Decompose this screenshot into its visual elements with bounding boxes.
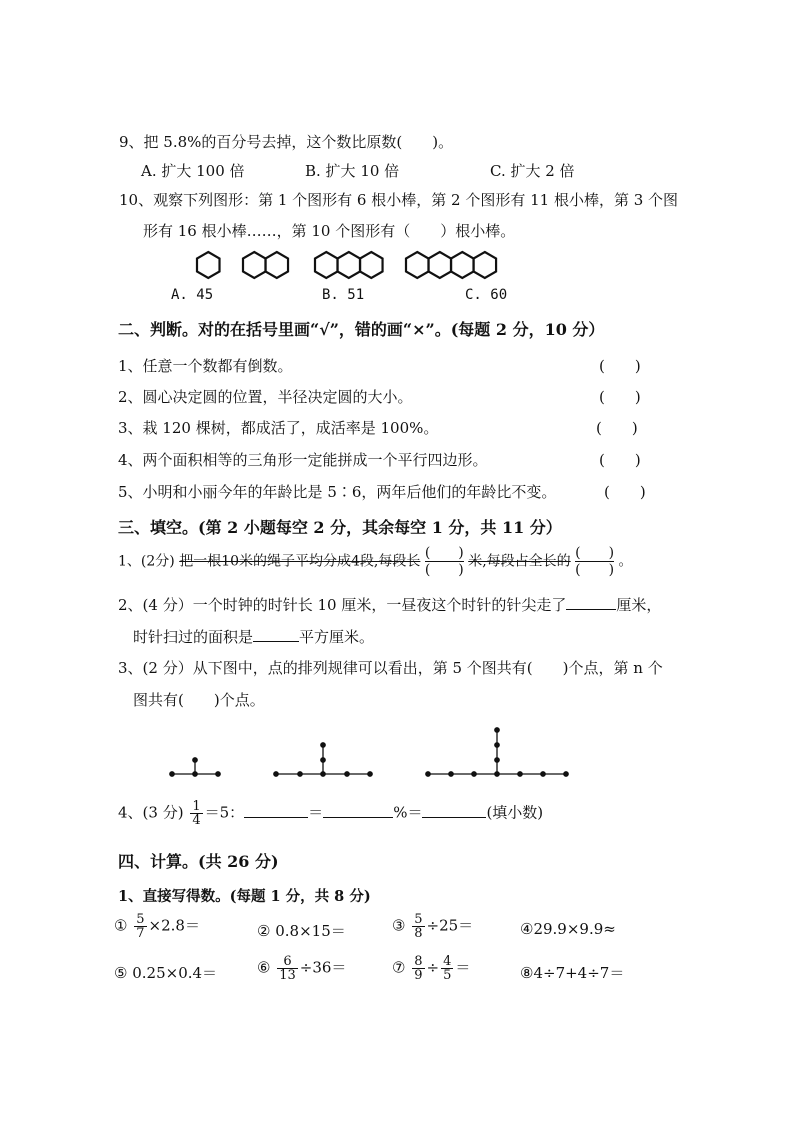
fill-q1-prefix: 1、(2分) [118, 553, 175, 570]
question-10-line-1: 10、观察下列图形：第 1 个图形有 6 根小棒，第 2 个图形有 11 根小棒，第 3 个图 [119, 191, 679, 209]
calc-expression: ÷25＝ [426, 916, 474, 935]
fraction-one-quarter [190, 800, 202, 827]
fraction [441, 955, 453, 982]
calc-expression: 0.8×15＝ [270, 922, 346, 940]
dot [495, 743, 499, 747]
question-9-option-a: A. 扩大 100 倍 [141, 162, 245, 180]
calc-expression: ＝ [455, 958, 471, 977]
dot [564, 772, 568, 776]
item-number: ① [114, 916, 128, 935]
fill-q1-blank-fraction-den: ( ) [575, 562, 615, 578]
fill-q4-eq3: %＝ [393, 803, 423, 822]
fraction-denominator: 5 [443, 968, 452, 983]
question-9-option-c: C. 扩大 2 倍 [490, 162, 575, 180]
dot [518, 772, 522, 776]
dot [170, 772, 174, 776]
dot [541, 772, 545, 776]
item-number: ② [257, 922, 271, 940]
judge-item-5: 5、小明和小丽今年的年龄比是 5∶6，两年后他们的年龄比不变。 [118, 483, 557, 501]
fill-q1-blank-fraction-num: ( ) [575, 545, 615, 561]
judge-item-2: 2、圆心决定圆的位置，半径决定圆的大小。 [118, 388, 413, 406]
question-10-option-b: B. 51 [322, 287, 365, 303]
question-9-stem: 9、把 5.8%的百分号去掉，这个数比原数( )。 [119, 133, 454, 151]
question-10-line-2: 形有 16 根小棒……，第 10 个图形有（ ）根小棒。 [143, 222, 516, 240]
fraction-denominator: 4 [192, 813, 201, 828]
fill-q4-blank-3[interactable] [422, 803, 486, 818]
fill-q1-mid: 米,每段占全长的 [468, 553, 571, 570]
fill-question-3-line-1: 3、(2 分）从下图中，点的排列规律可以看出，第 5 个图共有( )个点，第 n 个 [118, 659, 663, 677]
fraction-denominator: 7 [136, 926, 145, 941]
fraction-numerator: 1 [192, 799, 201, 814]
dot [495, 758, 499, 762]
calc-expression: ×2.8＝ [148, 916, 200, 935]
fill-q2-text-c: 时针扫过的面积是 [133, 628, 254, 646]
dot [426, 772, 430, 776]
item-number: ③ [392, 916, 406, 935]
judge-paren-3[interactable]: ( ) [596, 419, 638, 437]
judge-paren-2[interactable]: ( ) [599, 388, 641, 406]
fill-q1-blank-length-den: ( ) [424, 562, 464, 578]
fraction-numerator: 4 [443, 954, 452, 969]
question-10-option-c: C. 60 [465, 287, 508, 303]
calc-expression: ÷36＝ [299, 958, 347, 977]
dot [495, 772, 499, 776]
question-9-option-b: B. 扩大 10 倍 [305, 162, 400, 180]
item-number: ⑤ [114, 964, 128, 982]
fill-q4-prefix: 4、(3 分) [118, 803, 184, 822]
fraction [134, 913, 146, 940]
fraction-numerator: 8 [414, 954, 423, 969]
section-4-title: 四、计算。(共 26 分) [118, 852, 279, 871]
calc-item-6 [257, 955, 346, 982]
fill-q1-text: 把一根10米的绳子平均分成4段,每段长 [179, 553, 421, 570]
judge-item-3: 3、栽 120 棵树，都成活了，成活率是 100%。 [118, 419, 439, 437]
dot [216, 772, 220, 776]
fill-q2-text-b: 厘米， [616, 596, 662, 614]
dot [449, 772, 453, 776]
judge-paren-1[interactable]: ( ) [599, 357, 641, 375]
fill-q2-text-d: 平方厘米。 [299, 628, 375, 646]
fraction [412, 913, 424, 940]
calc-item-2 [257, 920, 346, 941]
calc-item-5 [114, 962, 217, 983]
fill-q4-blank-2[interactable] [323, 803, 393, 818]
fill-question-3-line-2: 图共有( )个点。 [133, 691, 265, 709]
calc-expression: 29.9×9.9≈ [533, 920, 616, 938]
question-10-option-a: A. 45 [171, 287, 214, 303]
fill-q1-blank-length-num: ( ) [424, 545, 464, 561]
fraction-numerator: 6 [277, 955, 298, 969]
judge-paren-5[interactable]: ( ) [604, 483, 646, 501]
section-2-title: 二、判断。对的在括号里画“√”，错的画“×”。(每题 2 分，10 分） [118, 320, 605, 339]
dot [495, 728, 499, 732]
item-number: ⑥ [257, 958, 271, 977]
dot [321, 758, 325, 762]
fill-q4-eq2: ＝ [308, 803, 324, 822]
fraction [277, 955, 298, 982]
fill-question-4 [118, 800, 543, 827]
fraction-denominator: 9 [414, 968, 423, 983]
calc-item-1 [114, 913, 200, 940]
item-number: ④ [520, 920, 534, 938]
calc-expression: 4÷7+4÷7＝ [533, 964, 625, 982]
item-number: ⑦ [392, 958, 406, 977]
judge-item-1: 1、任意一个数都有倒数。 [118, 357, 293, 375]
fill-q4-blank-1[interactable] [244, 803, 308, 818]
fraction-numerator: 5 [414, 912, 423, 927]
dot [345, 772, 349, 776]
dot [321, 772, 325, 776]
calc-item-3 [392, 913, 473, 940]
fraction-numerator: 5 [136, 912, 145, 927]
dot [193, 772, 197, 776]
fill-q1-end: 。 [618, 553, 633, 570]
judge-item-4: 4、两个面积相等的三角形一定能拼成一个平行四边形。 [118, 451, 488, 469]
fill-q2-text-a: 2、(4 分）一个时钟的时针长 10 厘米，一昼夜这个时针的针尖走了 [118, 596, 567, 614]
calc-expression: 0.25×0.4＝ [127, 964, 218, 982]
dot [472, 772, 476, 776]
dot [298, 772, 302, 776]
dot [193, 758, 197, 762]
judge-paren-4[interactable]: ( ) [599, 451, 641, 469]
dot [368, 772, 372, 776]
calc-operator: ÷ [426, 958, 440, 977]
fraction [412, 955, 424, 982]
section-4-sub-1: 1、直接写得数。(每题 1 分，共 8 分) [118, 888, 371, 905]
dot [321, 743, 325, 747]
calc-item-7 [392, 955, 470, 982]
fraction-denominator: 8 [414, 926, 423, 941]
section-3-title: 三、填空。(第 2 小题每空 2 分，其余每空 1 分，共 11 分） [118, 518, 562, 537]
fill-q4-suffix: (填小数) [486, 803, 544, 822]
fraction-denominator: 13 [279, 968, 296, 983]
item-number: ⑧ [520, 964, 534, 982]
fill-q4-eq1: ＝5： [204, 803, 245, 822]
calc-item-8 [520, 962, 624, 983]
dot [274, 772, 278, 776]
calc-item-4 [520, 920, 616, 938]
